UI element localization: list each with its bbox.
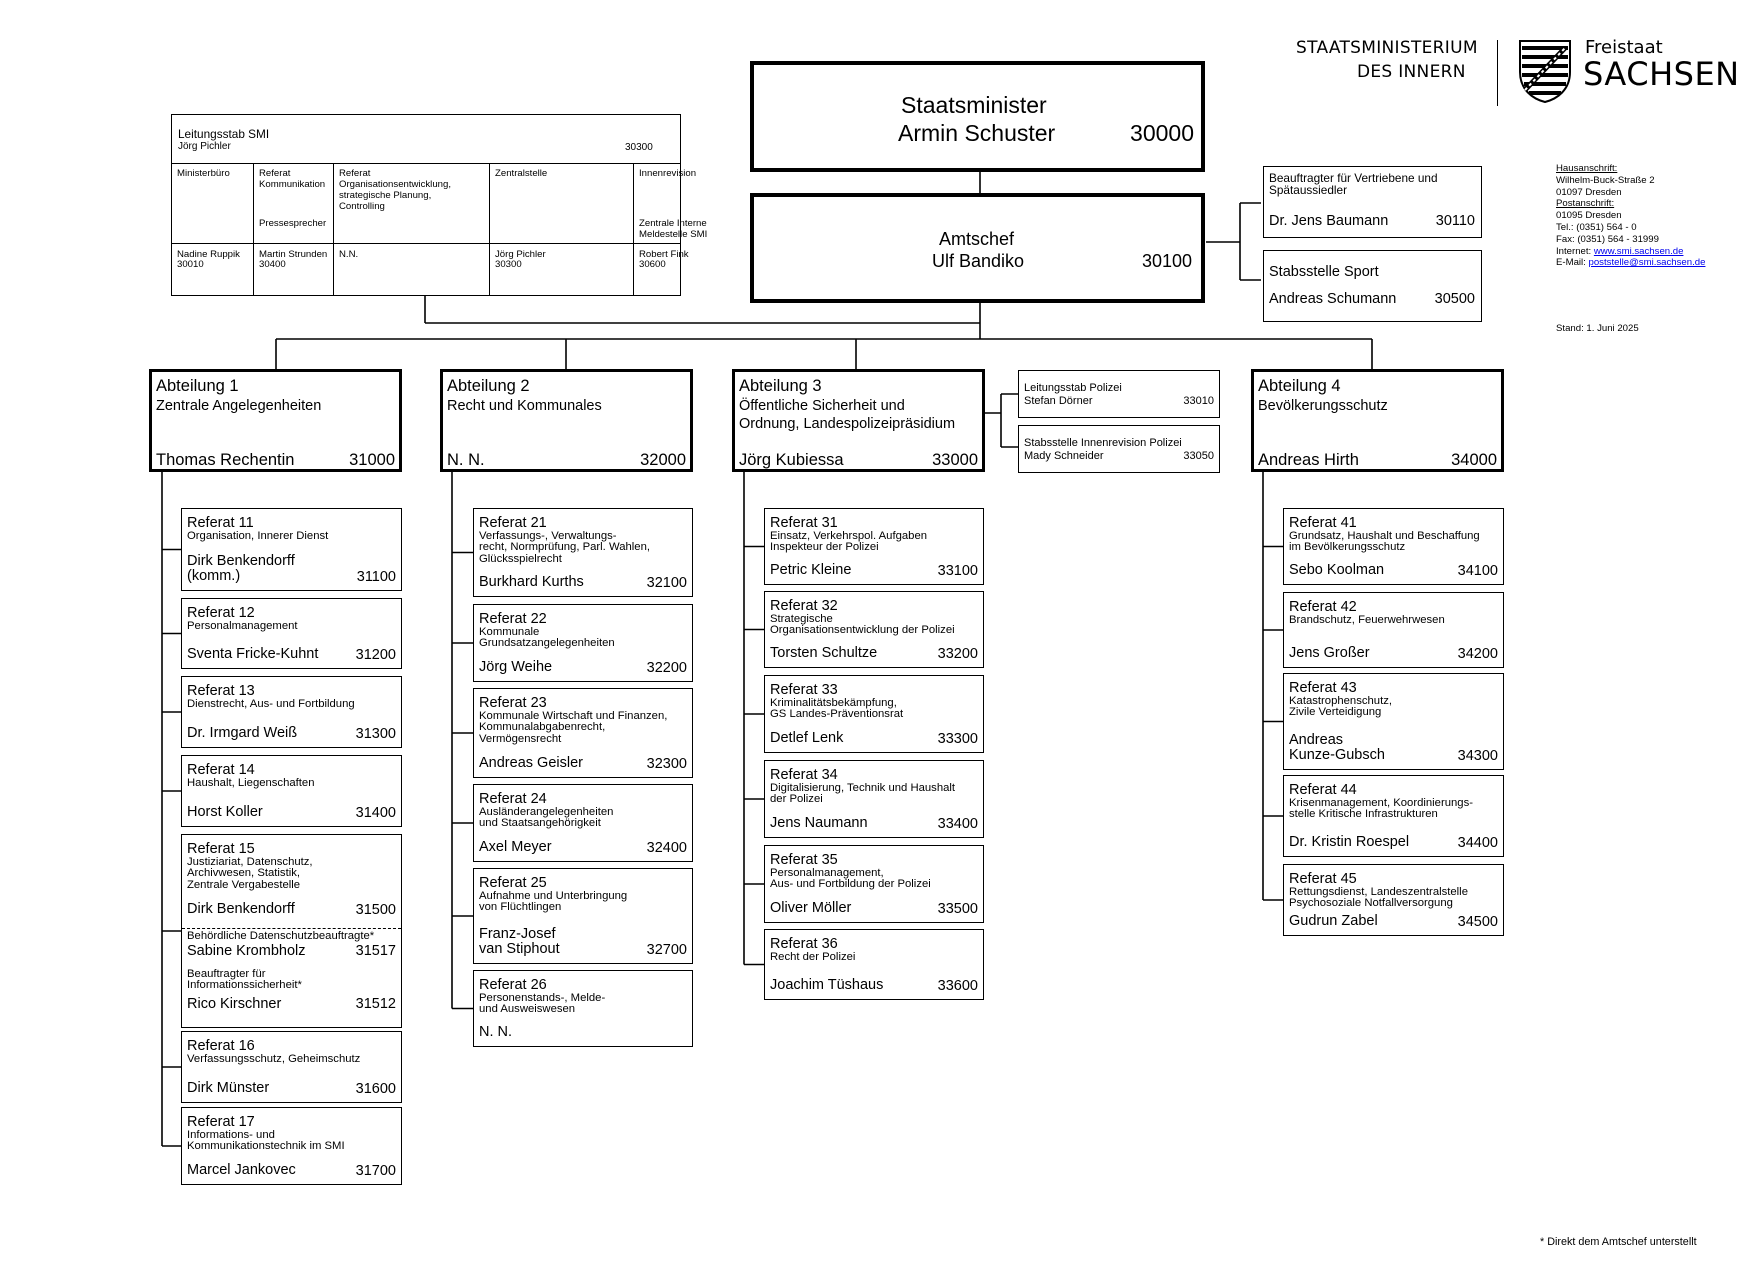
referat-box xyxy=(181,1031,402,1103)
referat-head-name: Franz-Josef van Stiphout xyxy=(479,926,560,957)
stand-date: Stand: 1. Juni 2025 xyxy=(1556,323,1639,334)
referat-box xyxy=(764,760,984,838)
referat-head-name: Detlef Lenk xyxy=(770,730,844,746)
minister-code: 30000 xyxy=(1130,120,1194,146)
referat-box xyxy=(473,970,693,1047)
referat-head-name: Sventa Fricke-Kuhnt xyxy=(187,646,319,662)
referat-code: 33100 xyxy=(937,563,978,579)
post-city: 01095 Dresden xyxy=(1556,210,1622,222)
referat-description: Personalmanagement xyxy=(187,620,298,632)
referat-head-name: Marcel Jankovec xyxy=(187,1162,296,1178)
column-heading: Innenrevision xyxy=(639,168,697,179)
referat-head-name: Oliver Möller xyxy=(770,900,852,916)
referat-code: 33300 xyxy=(937,731,978,747)
police-staff-title: Stabsstelle Innenrevision Polizei xyxy=(1024,437,1182,449)
referat-description: Justiziariat, Datenschutz, Archivwesen, Statistik, Zentrale Vergabestelle xyxy=(187,856,313,891)
referat-box xyxy=(764,508,984,585)
department-subtitle: Zentrale Angelegenheiten xyxy=(156,398,322,414)
referat-box xyxy=(764,845,984,923)
referat-code: 34100 xyxy=(1457,563,1498,579)
minister-title: Staatsminister xyxy=(901,92,1047,118)
logo-divider xyxy=(1497,40,1498,106)
referat-description: Verfassungs-, Verwaltungs- recht, Normprüfung, Parl. Wahlen, Glücksspielrecht xyxy=(479,530,650,565)
department-subtitle: Bevölkerungsschutz xyxy=(1258,398,1388,414)
referat-code: 33500 xyxy=(937,901,978,917)
side-unit-title: Stabsstelle Sport xyxy=(1269,264,1379,280)
referat-box xyxy=(473,784,693,862)
column-subheading: Zentrale Interne Meldestelle SMI xyxy=(639,218,708,240)
referat-head-name: Jens Großer xyxy=(1289,645,1370,661)
referat-code: 34200 xyxy=(1457,646,1498,662)
referat-extra-label: Behördliche Datenschutzbeauftragte* xyxy=(187,930,375,942)
referat-title: Referat 16 xyxy=(187,1038,255,1054)
referat-head-name: Dr. Irmgard Weiß xyxy=(187,725,298,741)
leitungsstab-head-code: 30300 xyxy=(625,142,653,153)
referat-head-name: Gudrun Zabel xyxy=(1289,913,1378,929)
police-staff-box xyxy=(1018,370,1220,418)
referat-title: Referat 14 xyxy=(187,762,255,778)
referat-box xyxy=(181,676,402,748)
leitungsstab-column xyxy=(633,164,708,296)
column-person-name: Robert Fink xyxy=(639,249,689,260)
side-unit-code: 30110 xyxy=(1435,213,1475,229)
leitungsstab-column xyxy=(253,164,333,296)
referat-head-name: Jens Naumann xyxy=(770,815,868,831)
internet-label: Internet: xyxy=(1556,245,1594,257)
referat-code: 33400 xyxy=(937,816,978,832)
referat-title: Referat 12 xyxy=(187,605,255,621)
amtschef-title: Amtschef xyxy=(939,229,1015,249)
police-staff-code: 33050 xyxy=(1183,450,1214,462)
department-box xyxy=(732,369,985,472)
referat-title: Referat 21 xyxy=(479,515,547,531)
referat-description: Krisenmanagement, Koordinierungs- stelle Kritische Infrastrukturen xyxy=(1289,797,1473,821)
referat-code: 31300 xyxy=(355,726,396,742)
referat-description: Kommunale Wirtschaft und Finanzen, Kommunalabgabenrecht, Vermögensrecht xyxy=(479,710,668,745)
referat-description: Organisation, Innerer Dienst xyxy=(187,530,329,542)
referat-description: Ausländerangelegenheiten und Staatsangehörigkeit xyxy=(479,806,614,830)
referat-head-name: Dirk Benkendorff xyxy=(187,901,295,917)
referat-box xyxy=(1283,775,1504,857)
referat-title: Referat 24 xyxy=(479,791,547,807)
referat-dashed-divider xyxy=(182,928,401,929)
referat-head-name: Axel Meyer xyxy=(479,839,552,855)
referat-code: 32200 xyxy=(646,660,687,676)
referat-description: Informations- und Kommunikationstechnik im SMI xyxy=(187,1129,345,1153)
referat-description: Kriminalitätsbekämpfung, GS Landes-Präventionsrat xyxy=(770,697,904,721)
leitungsstab-smi-table xyxy=(171,114,708,296)
department-code: 34000 xyxy=(1451,451,1497,469)
side-unit-name: Andreas Schumann xyxy=(1269,291,1397,307)
referat-code: 32100 xyxy=(646,575,687,591)
police-staff-name: Mady Schneider xyxy=(1024,450,1104,462)
referat-box xyxy=(473,604,693,682)
ministry-name-line2: DES INNERN xyxy=(1357,62,1466,82)
haus-city: 01097 Dresden xyxy=(1556,186,1622,198)
column-person-name: N.N. xyxy=(339,249,359,260)
email-link[interactable]: poststelle@smi.sachsen.de xyxy=(1588,257,1706,269)
police-staff-name: Stefan Dörner xyxy=(1024,395,1093,407)
department-title: Abteilung 4 xyxy=(1258,377,1341,395)
leitungsstab-columns xyxy=(172,163,708,296)
police-staff-code: 33010 xyxy=(1183,395,1214,407)
referat-title: Referat 11 xyxy=(187,515,254,531)
referat-title: Referat 25 xyxy=(479,875,547,891)
side-unit-box xyxy=(1263,250,1482,322)
column-person-name: Martin Strunden xyxy=(259,249,328,260)
column-heading: Ministerbüro xyxy=(177,168,230,179)
referat-code: 31600 xyxy=(355,1081,396,1097)
column-heading: Referat Kommunikation xyxy=(259,168,326,190)
referat-title: Referat 31 xyxy=(770,515,838,531)
referat-code: 34400 xyxy=(1457,835,1498,851)
referat-head-name: Sebo Koolman xyxy=(1289,562,1385,578)
side-unit-name: Dr. Jens Baumann xyxy=(1269,213,1389,229)
amtschef-code: 30100 xyxy=(1141,251,1192,271)
minister-box xyxy=(750,61,1205,172)
referat-head-name: Dirk Benkendorff (komm.) xyxy=(187,553,295,584)
department-code: 32000 xyxy=(640,451,686,469)
referat-title: Referat 15 xyxy=(187,841,255,857)
referat-description: Aufnahme und Unterbringung von Flüchtlingen xyxy=(479,890,628,914)
referat-box xyxy=(181,508,402,591)
column-person-name: Nadine Ruppik xyxy=(177,249,240,260)
fax: Fax: (0351) 564 - 31999 xyxy=(1556,233,1659,245)
referat-description: Dienstrecht, Aus- und Fortbildung xyxy=(187,698,355,710)
referat-box xyxy=(473,508,693,597)
referat-code: 31700 xyxy=(355,1163,396,1179)
department-head: N. N. xyxy=(447,451,485,469)
referat-box xyxy=(181,1107,402,1185)
referat-extra-code: 31517 xyxy=(355,943,396,959)
referat-box xyxy=(764,675,984,753)
department-subtitle: Recht und Kommunales xyxy=(447,398,602,414)
referat-description: Digitalisierung, Technik und Haushalt der Polizei xyxy=(770,782,956,806)
police-staff-box xyxy=(1018,425,1220,473)
referat-description: Strategische Organisationsentwicklung der Polizei xyxy=(770,613,955,637)
referat-title: Referat 23 xyxy=(479,695,547,711)
referat-box xyxy=(1283,864,1504,936)
referat-head-name: Dr. Kristin Roespel xyxy=(1289,834,1410,850)
leitungsstab-column xyxy=(489,164,633,296)
department-code: 33000 xyxy=(932,451,978,469)
referat-title: Referat 45 xyxy=(1289,871,1357,887)
referat-head-name: Petric Kleine xyxy=(770,562,852,578)
column-person-code: 30600 xyxy=(639,259,666,270)
referat-title: Referat 44 xyxy=(1289,782,1357,798)
referat-title: Referat 35 xyxy=(770,852,838,868)
referat-code: 31200 xyxy=(355,647,396,663)
column-heading: Referat Organisationsentwicklung, strategische Planung, Controlling xyxy=(339,168,451,212)
referat-box xyxy=(1283,673,1504,770)
column-subheading: Pressesprecher xyxy=(259,218,327,229)
side-unit-code: 30500 xyxy=(1434,291,1475,307)
referat-box xyxy=(764,591,984,668)
referat-title: Referat 43 xyxy=(1289,680,1357,696)
department-subtitle: Öffentliche Sicherheit und Ordnung, Landespolizeipräsidium xyxy=(739,398,956,432)
referat-box xyxy=(181,598,402,669)
department-head: Thomas Rechentin xyxy=(156,451,295,469)
referat-description: Kommunale Grundsatzangelegenheiten xyxy=(479,626,615,650)
referat-description: Verfassungsschutz, Geheimschutz xyxy=(187,1053,361,1065)
referat-description: Personalmanagement, Aus- und Fortbildung der Polizei xyxy=(770,867,931,891)
referat-title: Referat 22 xyxy=(479,611,547,627)
referat-head-name: Horst Koller xyxy=(187,804,263,820)
referat-code: 31500 xyxy=(355,902,396,918)
department-head: Andreas Hirth xyxy=(1258,451,1359,469)
referat-description: Brandschutz, Feuerwehrwesen xyxy=(1289,614,1445,626)
minister-name: Armin Schuster xyxy=(898,120,1056,146)
leitungsstab-head-name: Jörg Pichler xyxy=(178,141,231,152)
referat-title: Referat 13 xyxy=(187,683,255,699)
department-code: 31000 xyxy=(349,451,395,469)
referat-code: 32700 xyxy=(646,942,687,958)
referat-head-name: Joachim Tüshaus xyxy=(770,977,884,993)
referat-box xyxy=(1283,592,1504,668)
referat-head-name: Andreas Kunze-Gubsch xyxy=(1289,732,1385,763)
referat-title: Referat 41 xyxy=(1289,515,1357,531)
referat-description: Recht der Polizei xyxy=(770,951,856,963)
side-unit-box xyxy=(1263,166,1482,238)
department-title: Abteilung 3 xyxy=(739,377,822,395)
department-box xyxy=(1251,369,1504,472)
state-name-line1: Freistaat xyxy=(1585,37,1663,58)
referat-title: Referat 42 xyxy=(1289,599,1357,615)
column-person-code: 30300 xyxy=(495,259,522,270)
referat-description: Haushalt, Liegenschaften xyxy=(187,777,315,789)
referat-box xyxy=(473,868,693,964)
referat-code: 33200 xyxy=(937,646,978,662)
department-head: Jörg Kubiessa xyxy=(739,451,844,469)
postanschrift-label: Postanschrift: xyxy=(1556,198,1615,210)
referat-title: Referat 34 xyxy=(770,767,838,783)
hausanschrift-label: Hausanschrift: xyxy=(1556,163,1618,174)
referat-description: Katastrophenschutz, Zivile Verteidigung xyxy=(1289,695,1392,719)
referat-description: Grundsatz, Haushalt und Beschaffung im Bevölkerungsschutz xyxy=(1289,530,1480,554)
referat-title: Referat 17 xyxy=(187,1114,255,1130)
footnote: * Direkt dem Amtschef unterstellt xyxy=(1540,1236,1697,1248)
referat-description: Personenstands-, Melde- und Ausweiswesen xyxy=(479,992,606,1016)
department-title: Abteilung 2 xyxy=(447,377,530,395)
column-heading: Zentralstelle xyxy=(495,168,548,179)
column-person-code: 30400 xyxy=(259,259,286,270)
referat-title: Referat 26 xyxy=(479,977,547,993)
referat-code: 32400 xyxy=(646,840,687,856)
referat-code: 31400 xyxy=(355,805,396,821)
referat-head-name: Andreas Geisler xyxy=(479,755,583,771)
referat-extra-label: Beauftragter für Informationssicherheit* xyxy=(187,968,302,992)
referat-box xyxy=(1283,508,1504,585)
amtschef-name: Ulf Bandiko xyxy=(932,251,1025,271)
referat-head-name: Dirk Münster xyxy=(187,1080,270,1096)
contact-block xyxy=(1556,163,1705,269)
column-person-code: 30010 xyxy=(177,259,204,270)
saxony-coat-of-arms-icon xyxy=(1517,38,1573,104)
referat-title: Referat 36 xyxy=(770,936,838,952)
referat-title: Referat 33 xyxy=(770,682,838,698)
referat-extra-name: Sabine Krombholz xyxy=(187,943,306,959)
referat-extra-code: 31512 xyxy=(355,996,396,1012)
haus-street: Wilhelm-Buck-Straße 2 xyxy=(1556,174,1655,186)
referat-code: 32300 xyxy=(646,756,687,772)
referat-head-name: Torsten Schultze xyxy=(770,645,878,661)
referat-box xyxy=(764,929,984,1000)
leitungsstab-column xyxy=(333,164,489,296)
referat-description: Einsatz, Verkehrspol. Aufgaben Inspekteur der Polizei xyxy=(770,530,928,554)
department-box xyxy=(149,369,402,472)
phone: Tel.: (0351) 564 - 0 xyxy=(1556,221,1637,233)
department-title: Abteilung 1 xyxy=(156,377,239,395)
side-unit-title: Beauftragter für Vertriebene und Spätaussiedler xyxy=(1269,171,1438,197)
referat-description: Rettungsdienst, Landeszentralstelle Psychosoziale Notfallversorgung xyxy=(1289,886,1468,910)
referat-box xyxy=(181,755,402,827)
leitungsstab-column xyxy=(172,164,253,296)
referat-title: Referat 32 xyxy=(770,598,838,614)
referat-code: 34500 xyxy=(1457,914,1498,930)
referat-box xyxy=(181,834,402,1028)
state-name-line2: SACHSEN xyxy=(1583,55,1740,93)
referat-head-name: Jörg Weihe xyxy=(479,659,553,675)
referat-head-name: N. N. xyxy=(479,1024,513,1040)
referat-code: 31100 xyxy=(356,569,396,585)
referat-code: 33600 xyxy=(937,978,978,994)
referat-code: 34300 xyxy=(1457,748,1498,764)
referat-box xyxy=(473,688,693,778)
leitungsstab-title: Leitungsstab SMI xyxy=(178,127,270,141)
email-label: E-Mail: xyxy=(1556,257,1589,269)
ministry-name-line1: STAATSMINISTERIUM xyxy=(1296,38,1478,58)
department-box xyxy=(440,369,693,472)
police-staff-title: Leitungsstab Polizei xyxy=(1024,382,1122,394)
referat-extra-name: Rico Kirschner xyxy=(187,996,282,1012)
amtschef-box xyxy=(750,193,1205,303)
website-link[interactable]: www.smi.sachsen.de xyxy=(1593,245,1684,257)
referat-head-name: Burkhard Kurths xyxy=(479,574,584,590)
column-person-name: Jörg Pichler xyxy=(495,249,546,260)
